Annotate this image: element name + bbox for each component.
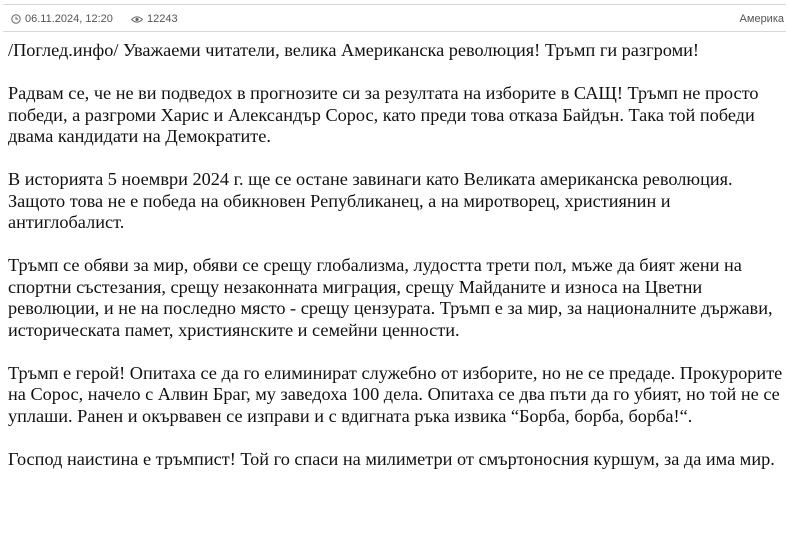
publish-date [11, 13, 113, 25]
article-meta-bar [3, 4, 786, 32]
article-body [8, 40, 786, 492]
clock-icon [11, 14, 21, 24]
article-paragraph: /Поглед.инфо/ Уважаеми читатели, велика Американска революция! Тръмп ги разгроми! [8, 40, 700, 60]
category-text[interactable]: Америка [739, 13, 784, 25]
article-paragraph: Тръмп е герой! Опитаха се да го елиминират служебно от изборите, но не се предаде. Прокурорите на Сорос, начело с Алвин Браг, му заведоха 100 дела. Опитаха се два пъти да го убият, но той не се уплаши. Ранен и окървавен се изправи и с вдигната ръка извика “Борба, борба, борба!“. [8, 362, 783, 426]
article-paragraph: В историята 5 ноември 2024 г. ще се остане завинаги като Великата американска революция. Защото това не е победа на обикновен Републиканец, а на миротворец, християнин и антиглобалист. [8, 169, 733, 232]
publish-date-text: 06.11.2024, 12:20 [25, 13, 113, 25]
category-link[interactable] [740, 13, 784, 25]
view-count-text: 12243 [147, 13, 178, 25]
article-paragraph: Тръмп се обяви за мир, обяви се срещу глобализма, лудостта трети пол, мъже да бият жени на спортни състезания, срещу незаконната миграция, срещу Майданите и износа на Цветни революции, и не на последно място - срещу цензурата. Тръмп е за мир, за националните държави, историческата памет, християнските и семейни ценности. [8, 255, 773, 340]
view-count [131, 13, 178, 25]
article-paragraph: Господ наистина е тръмпист! Той го спаси на милиметри от смъртоносния куршум, за да има мир. [8, 448, 775, 469]
article-paragraph: Радвам се, че не ви подведох в прогнозите си за резултата на изборите в САЩ! Тръмп не просто победи, а разгроми Харис и Александър Сорос, като преди това отказа Байдън. Така той победи двама кандидати на Демократите. [8, 83, 759, 146]
eye-icon [131, 15, 143, 24]
